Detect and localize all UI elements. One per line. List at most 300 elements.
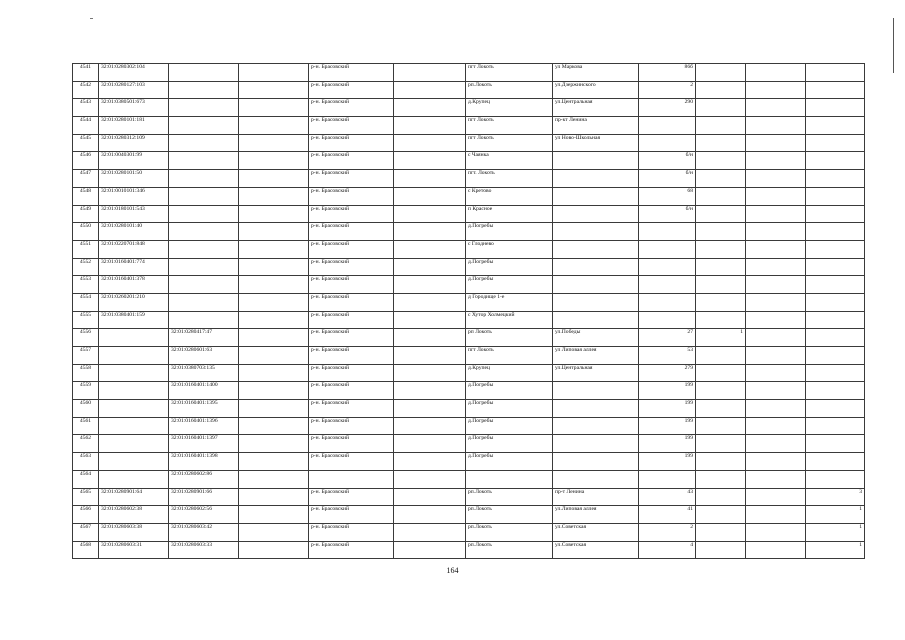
table-cell-col-6: д.Крупец [466, 99, 553, 117]
edge-line [893, 18, 894, 73]
table-cell-col-1 [99, 400, 169, 418]
table-cell-col-4: р-н. Брасовский [309, 134, 394, 152]
table-cell-col-0: 4544 [73, 117, 99, 135]
table-cell-col-10 [746, 364, 806, 382]
table-cell-col-6: с Глоднево [466, 240, 553, 258]
table-cell-col-10 [746, 81, 806, 99]
table-cell-col-0: 4554 [73, 293, 99, 311]
table-cell-col-6: рп.Локоть [466, 541, 553, 559]
table-cell-col-7: ул.Центральная [553, 364, 639, 382]
table-cell-col-11 [806, 64, 865, 82]
table-cell-col-11 [806, 347, 865, 365]
table-cell-col-7: ул Липовая аллея [553, 347, 639, 365]
table-cell-col-6: д.Погребы [466, 382, 553, 400]
table-cell-col-8 [639, 258, 696, 276]
table-cell-col-10 [746, 240, 806, 258]
table-cell-col-6: д.Погребы [466, 435, 553, 453]
table-cell-col-10 [746, 347, 806, 365]
table-cell-col-1 [99, 435, 169, 453]
table-cell-col-6: с Чаянка [466, 152, 553, 170]
table-cell-col-7 [553, 470, 639, 488]
table-cell-col-5 [394, 187, 466, 205]
table-cell-col-7 [553, 258, 639, 276]
table-cell-col-9 [696, 435, 746, 453]
table-cell-col-9 [696, 541, 746, 559]
table-cell-col-9 [696, 506, 746, 524]
table-row [73, 506, 865, 524]
table-cell-col-9 [696, 240, 746, 258]
table-cell-col-7: ул.Советская [553, 523, 639, 541]
table-cell-col-10 [746, 417, 806, 435]
table-cell-col-9 [696, 347, 746, 365]
table-cell-col-8: 86б [639, 64, 696, 82]
table-cell-col-11 [806, 152, 865, 170]
table-cell-col-7: ул Маркова [553, 64, 639, 82]
table-cell-col-1 [99, 347, 169, 365]
table-cell-col-10 [746, 400, 806, 418]
table-cell-col-1: 32:01:0280312:109 [99, 134, 169, 152]
table-cell-col-7 [553, 417, 639, 435]
table-cell-col-6: рп.Локоть [466, 488, 553, 506]
table-cell-col-10 [746, 99, 806, 117]
table-cell-col-0: 4551 [73, 240, 99, 258]
table-cell-col-11 [806, 382, 865, 400]
table-cell-col-5 [394, 382, 466, 400]
table-cell-col-4: р-н. Брасовский [309, 293, 394, 311]
table-cell-col-9 [696, 81, 746, 99]
table-cell-col-4: р-н. Брасовский [309, 453, 394, 471]
table-cell-col-2: 32:01:0160401:1400 [169, 382, 239, 400]
table-cell-col-1 [99, 382, 169, 400]
table-cell-col-5 [394, 523, 466, 541]
table-cell-col-2: 32:01:0280602:56 [169, 506, 239, 524]
table-cell-col-4: р-н. Брасовский [309, 240, 394, 258]
table-cell-col-0: 4553 [73, 276, 99, 294]
table-cell-col-7 [553, 453, 639, 471]
table-cell-col-0: 4549 [73, 205, 99, 223]
table-cell-col-8 [639, 117, 696, 135]
table-row [73, 258, 865, 276]
table-cell-col-0: 4561 [73, 417, 99, 435]
table-cell-col-8: 199 [639, 382, 696, 400]
table-cell-col-11 [806, 134, 865, 152]
table-cell-col-7 [553, 240, 639, 258]
table-cell-col-1: 32:01:0280101:40 [99, 223, 169, 241]
table-cell-col-6: рп.Локоть [466, 81, 553, 99]
table-cell-col-6: пгт. Локоть [466, 170, 553, 188]
table-cell-col-7: ул.Победы [553, 329, 639, 347]
table-cell-col-0: 4565 [73, 488, 99, 506]
table-cell-col-4: р-н. Брасовский [309, 152, 394, 170]
table-cell-col-11 [806, 240, 865, 258]
table-cell-col-2: 32:01:0280601:63 [169, 347, 239, 365]
table-cell-col-2 [169, 187, 239, 205]
table-cell-col-7 [553, 293, 639, 311]
table-cell-col-8: 199 [639, 417, 696, 435]
table-cell-col-5 [394, 81, 466, 99]
table-cell-col-3 [239, 240, 309, 258]
table-cell-col-10 [746, 541, 806, 559]
table-cell-col-3 [239, 223, 309, 241]
table-cell-col-6: пгт Локоть [466, 117, 553, 135]
table-cell-col-4: р-н. Брасовский [309, 117, 394, 135]
table-cell-col-1: 32:01:0180101:543 [99, 205, 169, 223]
table-cell-col-3 [239, 347, 309, 365]
table-cell-col-11 [806, 400, 865, 418]
table-cell-col-3 [239, 488, 309, 506]
table-cell-col-3 [239, 117, 309, 135]
table-cell-col-10 [746, 435, 806, 453]
table-cell-col-10 [746, 134, 806, 152]
table-row [73, 205, 865, 223]
table-cell-col-5 [394, 276, 466, 294]
table-cell-col-8: 43 [639, 488, 696, 506]
table-cell-col-3 [239, 400, 309, 418]
table-cell-col-9 [696, 417, 746, 435]
table-cell-col-2: 32:01:0160401:1398 [169, 453, 239, 471]
table-cell-col-3 [239, 258, 309, 276]
table-cell-col-0: 4543 [73, 99, 99, 117]
table-cell-col-6: д Городище 1-е [466, 293, 553, 311]
table-cell-col-7 [553, 205, 639, 223]
table-cell-col-10 [746, 453, 806, 471]
table-cell-col-1: 32:01:0160401:378 [99, 276, 169, 294]
table-cell-col-3 [239, 541, 309, 559]
table-cell-col-9 [696, 470, 746, 488]
table-cell-col-11 [806, 187, 865, 205]
table-cell-col-1: 32:01:0040301:99 [99, 152, 169, 170]
table-cell-col-11 [806, 470, 865, 488]
table-cell-col-7 [553, 382, 639, 400]
table-cell-col-10 [746, 293, 806, 311]
table-cell-col-0: 4542 [73, 81, 99, 99]
table-cell-col-1 [99, 453, 169, 471]
table-cell-col-4: р-н. Брасовский [309, 400, 394, 418]
table-cell-col-2: 32:01:0280602:86 [169, 470, 239, 488]
table-cell-col-4: р-н. Брасовский [309, 329, 394, 347]
table-cell-col-9 [696, 170, 746, 188]
table-row [73, 400, 865, 418]
table-cell-col-1: 32:01:0280101:50 [99, 170, 169, 188]
table-cell-col-4: р-н. Брасовский [309, 541, 394, 559]
table-cell-col-8: 2 [639, 523, 696, 541]
table-cell-col-1: 32:01:0280603:38 [99, 523, 169, 541]
table-cell-col-10 [746, 382, 806, 400]
table-cell-col-1: 32:01:0280127:103 [99, 81, 169, 99]
table-cell-col-11: 1 [806, 506, 865, 524]
table-cell-col-5 [394, 453, 466, 471]
table-cell-col-10 [746, 523, 806, 541]
table-cell-col-4: р-н. Брасовский [309, 258, 394, 276]
table-cell-col-10 [746, 258, 806, 276]
table-cell-col-5 [394, 311, 466, 329]
table-cell-col-6: пгт Локоть [466, 64, 553, 82]
table-cell-col-0: 4546 [73, 152, 99, 170]
table-cell-col-4: р-н. Брасовский [309, 223, 394, 241]
table-cell-col-8: 279 [639, 364, 696, 382]
table-cell-col-5 [394, 152, 466, 170]
table-cell-col-2 [169, 258, 239, 276]
table-cell-col-5 [394, 258, 466, 276]
corner-mark [90, 18, 93, 19]
table-row [73, 541, 865, 559]
table-cell-col-5 [394, 364, 466, 382]
table-cell-col-7 [553, 400, 639, 418]
table-cell-col-2 [169, 134, 239, 152]
table-cell-col-5 [394, 329, 466, 347]
table-cell-col-10 [746, 276, 806, 294]
table-cell-col-3 [239, 170, 309, 188]
table-cell-col-8 [639, 293, 696, 311]
table-cell-col-5 [394, 223, 466, 241]
table-cell-col-1: 32:01:0380401:159 [99, 311, 169, 329]
table-cell-col-11 [806, 223, 865, 241]
table-cell-col-2: 32:01:0280603:42 [169, 523, 239, 541]
table-cell-col-1 [99, 470, 169, 488]
table-row [73, 276, 865, 294]
table-cell-col-3 [239, 81, 309, 99]
table-cell-col-11 [806, 81, 865, 99]
table-cell-col-1 [99, 329, 169, 347]
table-cell-col-8: б/н [639, 170, 696, 188]
table-row [73, 117, 865, 135]
table-cell-col-8: 4 [639, 541, 696, 559]
table-cell-col-5 [394, 99, 466, 117]
table-cell-col-1: 32:01:0220701:848 [99, 240, 169, 258]
table-cell-col-0: 4562 [73, 435, 99, 453]
table-cell-col-3 [239, 293, 309, 311]
table-cell-col-3 [239, 523, 309, 541]
table-cell-col-5 [394, 347, 466, 365]
table-cell-col-5 [394, 240, 466, 258]
table-cell-col-5 [394, 293, 466, 311]
table-cell-col-3 [239, 64, 309, 82]
table-cell-col-6: д.Погребы [466, 223, 553, 241]
table-cell-col-9 [696, 152, 746, 170]
table-cell-col-6: с Кретово [466, 187, 553, 205]
table-cell-col-9 [696, 364, 746, 382]
table-cell-col-2 [169, 81, 239, 99]
table-cell-col-4: р-н. Брасовский [309, 382, 394, 400]
table-cell-col-10 [746, 223, 806, 241]
table-row [73, 347, 865, 365]
table-cell-col-5 [394, 205, 466, 223]
table-cell-col-1: 32:01:0280602:38 [99, 506, 169, 524]
table-row [73, 523, 865, 541]
table-cell-col-6: пгт Локоть [466, 134, 553, 152]
table-cell-col-11 [806, 293, 865, 311]
table-cell-col-4 [309, 470, 394, 488]
table-cell-col-4: р-н. Брасовский [309, 347, 394, 365]
table-cell-col-1: 32:01:0380501:673 [99, 99, 169, 117]
table-cell-col-3 [239, 453, 309, 471]
table-cell-col-1 [99, 364, 169, 382]
table-cell-col-10 [746, 187, 806, 205]
table-cell-col-11 [806, 329, 865, 347]
table-cell-col-2: 32:01:0160401:1397 [169, 435, 239, 453]
table-cell-col-2 [169, 276, 239, 294]
table-cell-col-3 [239, 470, 309, 488]
table-cell-col-0: 4548 [73, 187, 99, 205]
table-cell-col-8: б/н [639, 152, 696, 170]
table-cell-col-0: 4567 [73, 523, 99, 541]
table-cell-col-8: б/н [639, 205, 696, 223]
table-cell-col-3 [239, 134, 309, 152]
table-cell-col-6: пгт Локоть [466, 347, 553, 365]
table-cell-col-8: 68 [639, 187, 696, 205]
table-cell-col-9 [696, 99, 746, 117]
table-cell-col-4: р-н. Брасовский [309, 99, 394, 117]
table-cell-col-5 [394, 541, 466, 559]
table-cell-col-4: р-н. Брасовский [309, 435, 394, 453]
table-cell-col-10 [746, 205, 806, 223]
table-cell-col-6: д.Погребы [466, 258, 553, 276]
table-cell-col-0: 4558 [73, 364, 99, 382]
table-cell-col-8 [639, 223, 696, 241]
table-cell-col-8 [639, 311, 696, 329]
table-cell-col-4: р-н. Брасовский [309, 523, 394, 541]
table-cell-col-6: д.Погребы [466, 276, 553, 294]
table-cell-col-9 [696, 523, 746, 541]
table-cell-col-8 [639, 470, 696, 488]
table-cell-col-1: 32:01:0280101:181 [99, 117, 169, 135]
table-cell-col-2: 32:01:0280603:33 [169, 541, 239, 559]
table-cell-col-5 [394, 417, 466, 435]
table-cell-col-6: д.Погребы [466, 453, 553, 471]
table-cell-col-6: рп.Локоть [466, 523, 553, 541]
table-cell-col-9 [696, 64, 746, 82]
table-cell-col-7: пр-т Ленина [553, 488, 639, 506]
table-cell-col-0: 4541 [73, 64, 99, 82]
table-cell-col-1: 32:01:0010101:346 [99, 187, 169, 205]
table-cell-col-4: р-н. Брасовский [309, 205, 394, 223]
table-cell-col-6: д.Погребы [466, 417, 553, 435]
table-cell-col-9 [696, 400, 746, 418]
table-cell-col-7 [553, 187, 639, 205]
table-cell-col-0: 4556 [73, 329, 99, 347]
table-cell-col-9 [696, 258, 746, 276]
table-cell-col-3 [239, 417, 309, 435]
table-row [73, 99, 865, 117]
table-cell-col-7 [553, 311, 639, 329]
table-cell-col-11 [806, 276, 865, 294]
table-cell-col-6: с Хутор Холмецкий [466, 311, 553, 329]
table-cell-col-9 [696, 382, 746, 400]
table-row [73, 134, 865, 152]
table-cell-col-3 [239, 205, 309, 223]
table-cell-col-7: ул.Дзержинского [553, 81, 639, 99]
table-cell-col-9 [696, 453, 746, 471]
table-row [73, 240, 865, 258]
table-cell-col-8: 199 [639, 435, 696, 453]
table-cell-col-1: 32:01:0280901:64 [99, 488, 169, 506]
table-cell-col-0: 4559 [73, 382, 99, 400]
table-cell-col-9 [696, 187, 746, 205]
table-row [73, 382, 865, 400]
table-cell-col-3 [239, 276, 309, 294]
table-cell-col-4: р-н. Брасовский [309, 187, 394, 205]
table-cell-col-9 [696, 293, 746, 311]
table-cell-col-1 [99, 417, 169, 435]
table-cell-col-4: р-н. Брасовский [309, 417, 394, 435]
table-cell-col-6 [466, 470, 553, 488]
table-cell-col-1: 32:01:0260201:210 [99, 293, 169, 311]
table-cell-col-10 [746, 152, 806, 170]
table-cell-col-5 [394, 435, 466, 453]
table-cell-col-10 [746, 506, 806, 524]
page-number: 164 [446, 566, 459, 575]
table-cell-col-10 [746, 170, 806, 188]
table-cell-col-11 [806, 311, 865, 329]
table-cell-col-8: 2 [639, 81, 696, 99]
table-cell-col-7 [553, 276, 639, 294]
table-cell-col-11 [806, 99, 865, 117]
table-cell-col-5 [394, 470, 466, 488]
table-cell-col-3 [239, 99, 309, 117]
table-row [73, 364, 865, 382]
table-cell-col-5 [394, 134, 466, 152]
table-cell-col-0: 4564 [73, 470, 99, 488]
table-row [73, 81, 865, 99]
table-cell-col-9 [696, 205, 746, 223]
table-cell-col-11 [806, 117, 865, 135]
table-cell-col-4: р-н. Брасовский [309, 64, 394, 82]
table-cell-col-9 [696, 117, 746, 135]
table-cell-col-9 [696, 223, 746, 241]
table-row [73, 311, 865, 329]
table-cell-col-6: п Красное [466, 205, 553, 223]
table-cell-col-6: рп Локоть [466, 329, 553, 347]
table-cell-col-0: 4555 [73, 311, 99, 329]
table-cell-col-2: 32:01:0160401:1396 [169, 417, 239, 435]
table-cell-col-6: рп.Локоть [466, 506, 553, 524]
table-cell-col-0: 4557 [73, 347, 99, 365]
table-cell-col-11 [806, 417, 865, 435]
table-cell-col-2 [169, 205, 239, 223]
table-cell-col-4: р-н. Брасовский [309, 488, 394, 506]
table-row [73, 453, 865, 471]
table-cell-col-9: 1 [696, 329, 746, 347]
table-cell-col-10 [746, 470, 806, 488]
table-cell-col-4: р-н. Брасовский [309, 506, 394, 524]
table-row [73, 329, 865, 347]
table-cell-col-2 [169, 64, 239, 82]
table-cell-col-8: 199 [639, 400, 696, 418]
table-cell-col-5 [394, 488, 466, 506]
table-cell-col-4: р-н. Брасовский [309, 276, 394, 294]
table-row [73, 170, 865, 188]
table-cell-col-2: 32:01:0280901:66 [169, 488, 239, 506]
table-cell-col-8: 53 [639, 347, 696, 365]
table-cell-col-10 [746, 488, 806, 506]
table-cell-col-5 [394, 64, 466, 82]
table-cell-col-2 [169, 99, 239, 117]
table-cell-col-3 [239, 329, 309, 347]
table-cell-col-9 [696, 134, 746, 152]
table-row [73, 152, 865, 170]
table-cell-col-2 [169, 311, 239, 329]
table-cell-col-11 [806, 453, 865, 471]
table-cell-col-4: р-н. Брасовский [309, 81, 394, 99]
table-cell-col-11 [806, 205, 865, 223]
table-row [73, 223, 865, 241]
table-cell-col-7: ул.Центральная [553, 99, 639, 117]
table-cell-col-11: 1 [806, 541, 865, 559]
table-cell-col-2: 32:01:0160401:1395 [169, 400, 239, 418]
table-cell-col-9 [696, 311, 746, 329]
table-cell-col-1: 32:01:0280603:31 [99, 541, 169, 559]
table-row [73, 435, 865, 453]
